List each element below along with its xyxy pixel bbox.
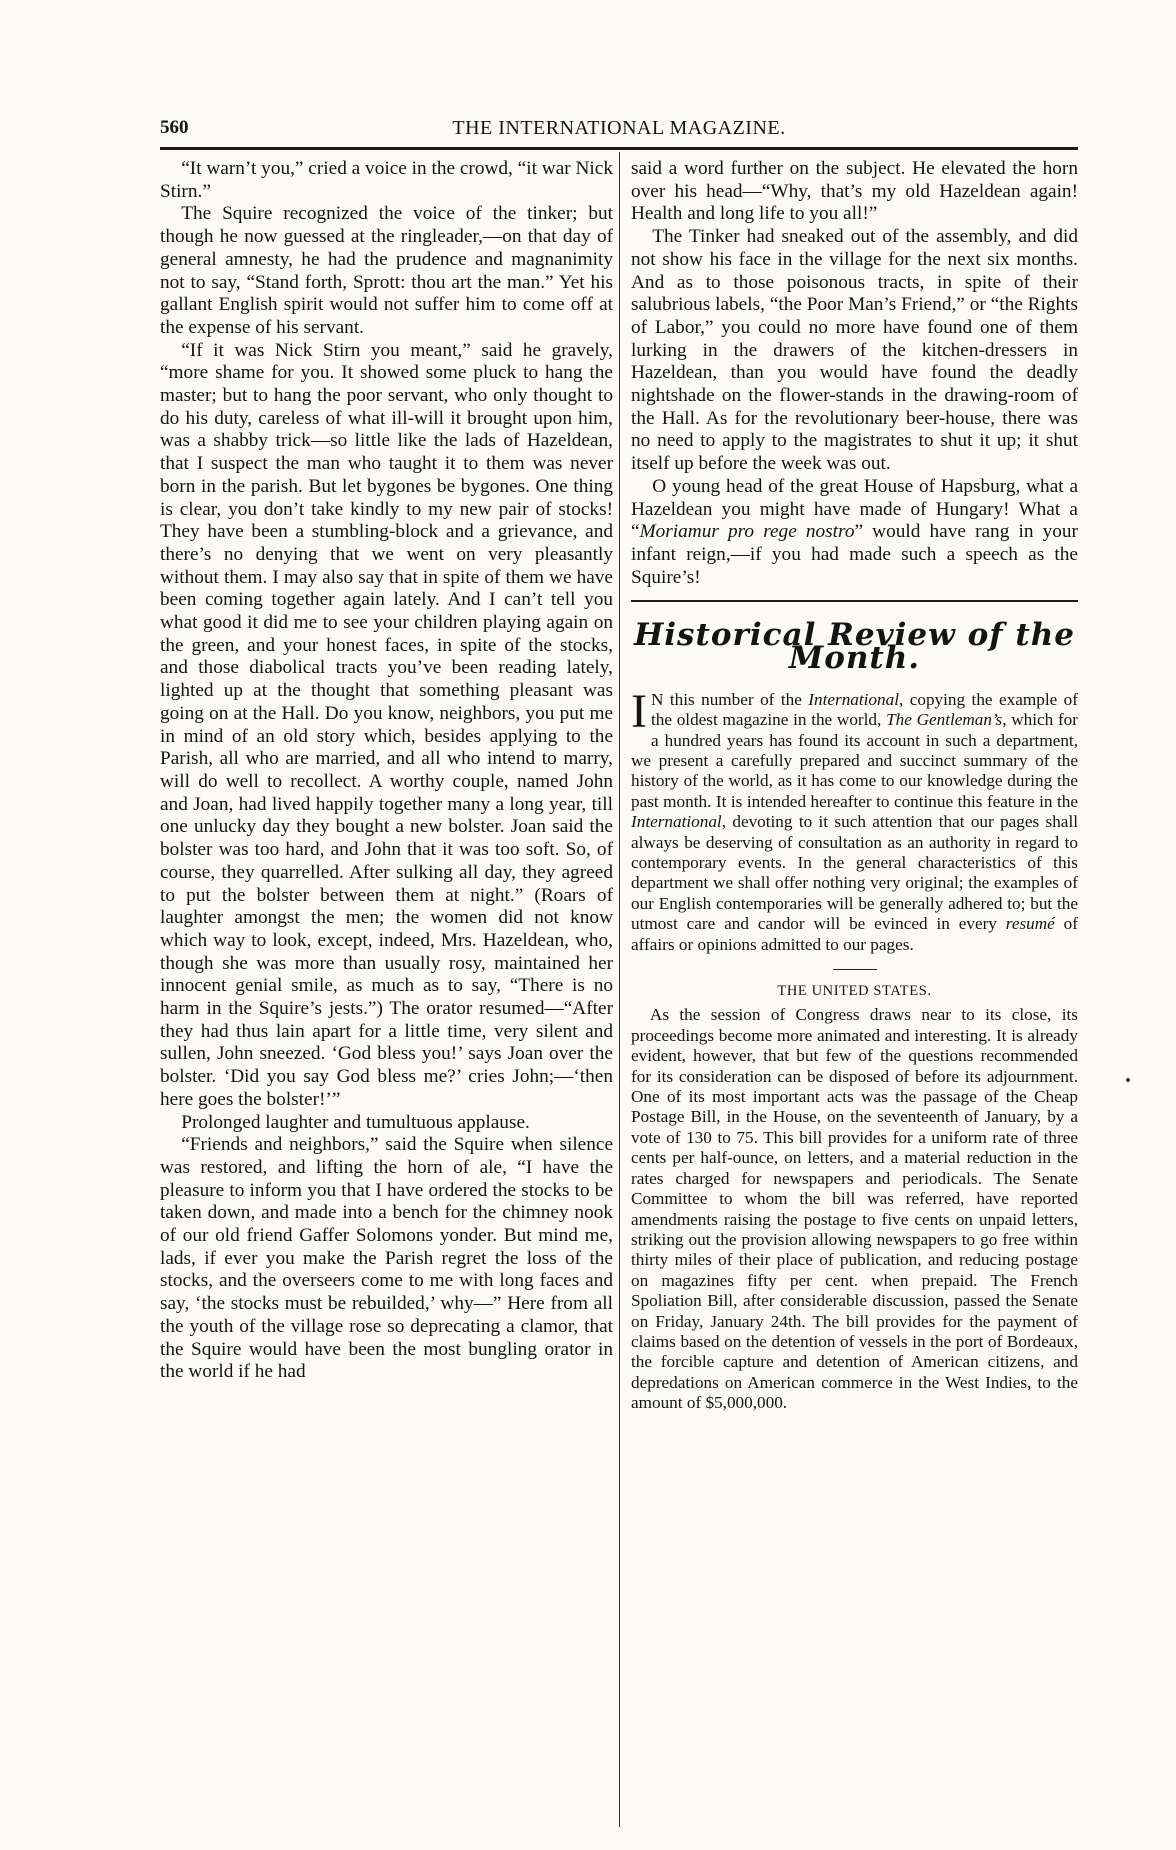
- running-title: THE INTERNATIONAL MAGAZINE.: [452, 117, 786, 139]
- page-header: [160, 117, 1078, 147]
- paragraph: [631, 476, 1078, 590]
- paragraph: said a word further on the subject. He elevated the horn over his head—“Why, that’s my old Hazeldean again! Health and long life to you all!”: [631, 158, 1078, 225]
- paragraph: Prolonged laughter and tumultuous applause.: [181, 1111, 530, 1133]
- text-run: of affairs or opinions admitted to our pages.: [631, 914, 1078, 954]
- left-column: [160, 158, 613, 1384]
- paragraph: As the session of Congress draws near to its close, its proceedings become more animated and interesting. It is already evident, however, that but few of the questions recommended for its consideration can be disposed of before its adjournment. One of its most important acts was the passage of the Cheap Postage Bill, in the House, on the seventeenth of January, by a vote of 130 to 75. This bill provides for a uniform rate of three cents per half-ounce, on letters, and a material reduction in the rates charged for newspapers and periodicals. The Senate Committee to whom the bill was referred, have reported amendments raising the postage to five cents on unpaid letters, striking out the provision allowing newspapers to go free within thirty miles of their place of publication, and reducing postage on magazines fifty per cent. when prepaid. The French Spoliation Bill, after considerable discussion, passed the Senate on Friday, January 24th. The bill provides for the payment of claims based on the detention of vessels in the port of Bordeaux, the forcible capture and detention of American citizens, and depredations on American commerce in the West Indies, to the amount of $5,000,000.: [631, 1005, 1078, 1413]
- text-run: , copying the example of the oldest magazine in the world,: [650, 689, 1078, 730]
- text-run: , which for a hundred years has found its account in such a department, we present a carefully prepared and succinct summary of the history of the world, as it has come to our knowledge during the past month. It is intended hereafter to continue this feature in the: [631, 710, 1078, 811]
- italic-text: International: [631, 812, 722, 832]
- header-rule: [160, 147, 1078, 150]
- subheading: THE UNITED STATES.: [777, 983, 932, 1000]
- italic-text: resumé: [1005, 914, 1055, 934]
- section-rule: [631, 600, 1078, 602]
- italic-text: The Gentleman’s: [886, 710, 1003, 730]
- paragraph: [631, 684, 1078, 955]
- text-run: O young head of the great House of Hapsburg, what a Hazeldean you might have made of Hungary! What a “: [631, 475, 1078, 543]
- paragraph: The Squire recognized the voice of the tinker; but though he now guessed at the ringleader,—on that day of general amnesty, he had the prudence and magnanimity not to say, “Stand forth, Sprott: thou art the man.” Yet his gallant English spirit would not suffer him to come off at the expense of his servant.: [160, 203, 613, 338]
- paragraph: “Friends and neighbors,” said the Squire when silence was restored, and lifting the horn of ale, “I have the pleasure to inform you that I have ordered the stocks to be taken down, and made into a bench for the chimney nook of our old friend Gaffer Solomons yonder. But mind me, lads, if ever you make the Parish regret the loss of the stocks, and the overseers come to me with long faces and say, ‘the stocks must be rebuilded,’ why—” Here from all the youth of the village rose so deprecating a clamor, that the Squire would have been the most bungling orator in the world if he had: [160, 1134, 613, 1383]
- section-title: Historical Review of the Month.: [633, 617, 1076, 677]
- paragraph: “It warn’t you,” cried a voice in the crowd, “it war Nick Stirn.”: [160, 158, 613, 202]
- text-run: ” would have rang in your infant reign,—if you had made such a speech as the Squire’s!: [631, 521, 1078, 588]
- paragraph: The Tinker had sneaked out of the assembly, and did not show his face in the village for the next six months. And as to those poisonous tracts, in spite of their salubrious labels, “the Poor Man’s Friend,” or “the Rights of Labor,” you could no more have found one of them lurking in the drawers of the kitchen-dressers in Hazeldean, than you would have found the deadly nightshade on the flower-stands in the drawing-room of the Hall. As for the revolutionary beer-house, there was no need to apply to the magistrates to shut it up; it shut itself up before the week was out.: [631, 226, 1078, 475]
- drop-cap: I: [631, 684, 647, 738]
- page-number: 560: [160, 117, 189, 138]
- ink-speck: [1126, 1078, 1130, 1082]
- italic-text: International: [808, 689, 899, 709]
- review-body: [631, 684, 1078, 1414]
- right-column: [631, 158, 1078, 1414]
- text-run: , devoting to it such attention that our pages shall always be deserving of consultation as an authority in regard to contemporary events. In the general characteristics of this department we shall offer nothing very original; the examples of our English contemporaries will be generally adhered to; but the utmost care and candor will be evinced in every: [631, 812, 1078, 934]
- paragraph: “If it was Nick Stirn you meant,” said he gravely, “more shame for you. It showed some pluck to hang the master; but to hang the poor servant, who only thought to do his duty, careless of what ill-will it brought upon him, was a shabby trick—so little like the lads of Hazeldean, that I suspect the man who taught it to them was never born in the parish. But let bygones be bygones. One thing is clear, you don’t take kindly to my new pair of stocks! They have been a stumbling-block and a grievance, and there’s no denying that we went on very pleasantly without them. I may also say that in spite of them we have been coming together again lately. And I can’t tell you what good it did me to see your children playing again on the green, and your honest faces, in spite of the stocks, and those diabolical tracts you’ve been reading lately, lighted up at the thought that something pleasant was going on at the Hall. Do you know, neighbors, you put me in mind of an old story which, besides applying to the Parish, all who are married, and all who intend to marry, will do well to recollect. A worthy couple, named John and Joan, had lived happily together many a long year, till one unlucky day they bought a new bolster. Joan said the bolster was too hard, and John that it was too soft. So, of course, they quarrelled. After sulking all day, they agreed to put the bolster between them at night.” (Roars of laughter amongst the men; the women did not know which way to look, except, indeed, Mrs. Hazeldean, who, though she was more than usually rosy, maintained her innocent genial smile, as much as to say, “There is no harm in the Squire’s jests.”) The orator resumed—“After they had thus lain apart for a little time, very silent and sullen, John sneezed. ‘God bless you!’ says Joan over the bolster. ‘Did you say God bless me?’ cries John;—‘then here goes the bolster!’”: [160, 339, 613, 1110]
- text-run: N this number of the: [650, 689, 809, 709]
- short-rule: [833, 969, 877, 970]
- latin-phrase: Moriamur pro rege nostro: [639, 521, 855, 543]
- column-divider: [619, 152, 620, 1827]
